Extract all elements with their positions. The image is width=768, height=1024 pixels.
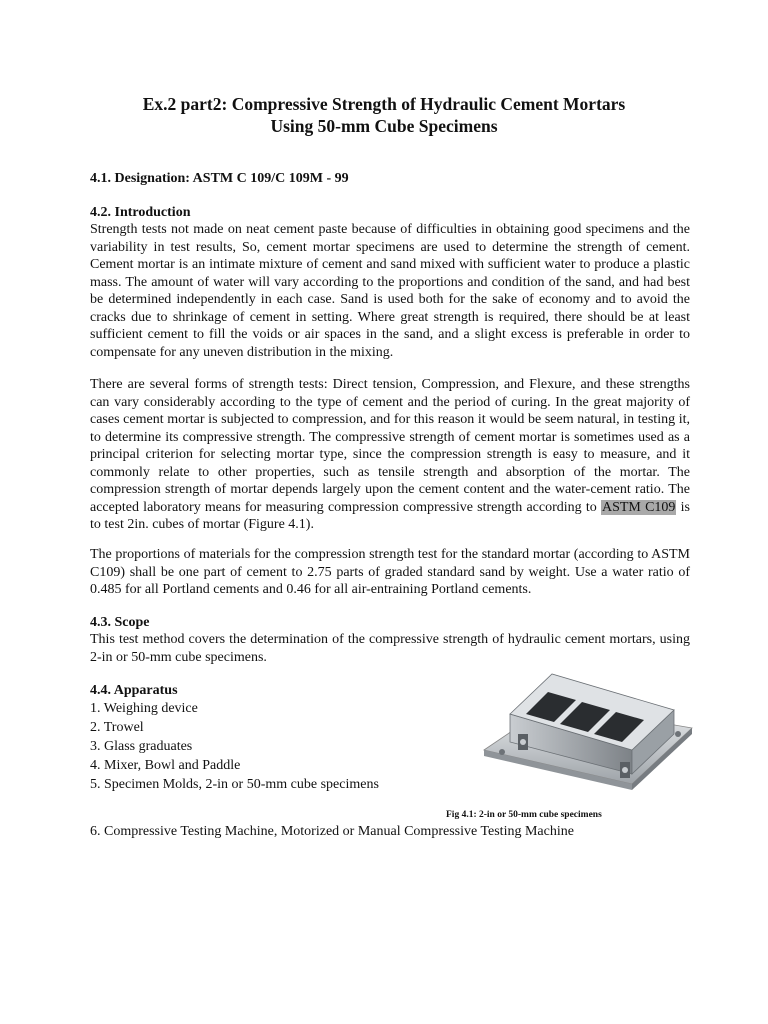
scope-heading: 4.3. Scope [90,615,150,630]
list-item: 2. Trowel [90,720,144,735]
apparatus-heading: 4.4. Apparatus [90,683,178,698]
list-item: 5. Specimen Molds, 2-in or 50-mm cube specimens [90,777,379,792]
introduction-heading: 4.2. Introduction [90,205,191,220]
introduction-paragraph-3: The proportions of materials for the compression strength test for the standard mortar (according to ASTM C109) shall be one part of cement to 2.75 parts of graded standard sand by weight. Use a water ratio of 0.485 for all Portland cements and 0.46 for all air-entraining Portland cements. [90,547,690,597]
document-title [0,93,768,137]
paragraph-2-tail: is to test 2in. cubes of mortar (Figure 4.1). [90,499,690,532]
title-line-1: Ex.2 part2: Compressive Strength of Hydraulic Cement Mortars [142,94,626,114]
list-item: 3. Glass graduates [90,739,193,754]
designation-heading: 4.1. Designation: ASTM C 109/C 109M - 99 [90,171,349,186]
apparatus-item-6: 6. Compressive Testing Machine, Motorized or Manual Compressive Testing Machine [90,824,574,839]
list-item: 4. Mixer, Bowl and Paddle [90,758,241,773]
cube-mold-image [482,664,694,800]
figure-caption: Fig 4.1: 2-in or 50-mm cube specimens [446,810,602,820]
paragraph-2-text: There are several forms of strength tests: Direct tension, Compression, and Flexure, and these strengths can vary considerably according to the type of cement and the period of curing. In the great majority of cases cement mortar is subjected to compression, and for this reason it would be seem natural, in testing it, to determine its compressive strength. The compressive strength of cement mortar is sometimes used as a principal criterion for selecting mortar type, since the compression strength is easy to measure, and it commonly relate to other properties, such as tensile strength and absorption of the mortar. The compression strength of mortar depends largely upon the cement content and the water-cement ratio. The accepted laboratory means for measuring compression compressive strength according to [90,377,690,515]
introduction-paragraph-2 [90,376,690,534]
scope-text: This test method covers the determination of the compressive strength of hydraulic cement mortars, using 2-in or 50-mm cube specimens. [90,632,690,665]
introduction-paragraph-1: Strength tests not made on neat cement paste because of difficulties in obtaining good specimens and the variability in test results, So, cement mortar specimens are used to determine the strength of cement. Cement mortar is an intimate mixture of cement and sand mixed with sufficient water to produce a plastic mass. The amount of water will vary according to the proportions and condition of the sand, and had best be determined independently in each case. Sand is used both for the sake of economy and to avoid the cracks due to shrinkage of cement in setting. Where great strength is required, there should be at least sufficient cement to fill the voids or air spaces in the sand, and a slight excess is preferable in order to compensate for any uneven distribution in the mixing. [90,222,690,360]
astm-c109-highlight: ASTM C109 [601,499,676,515]
title-line-2: Using 50-mm Cube Specimens [270,116,498,136]
apparatus-list [90,699,450,794]
list-item: 1. Weighing device [90,701,198,716]
